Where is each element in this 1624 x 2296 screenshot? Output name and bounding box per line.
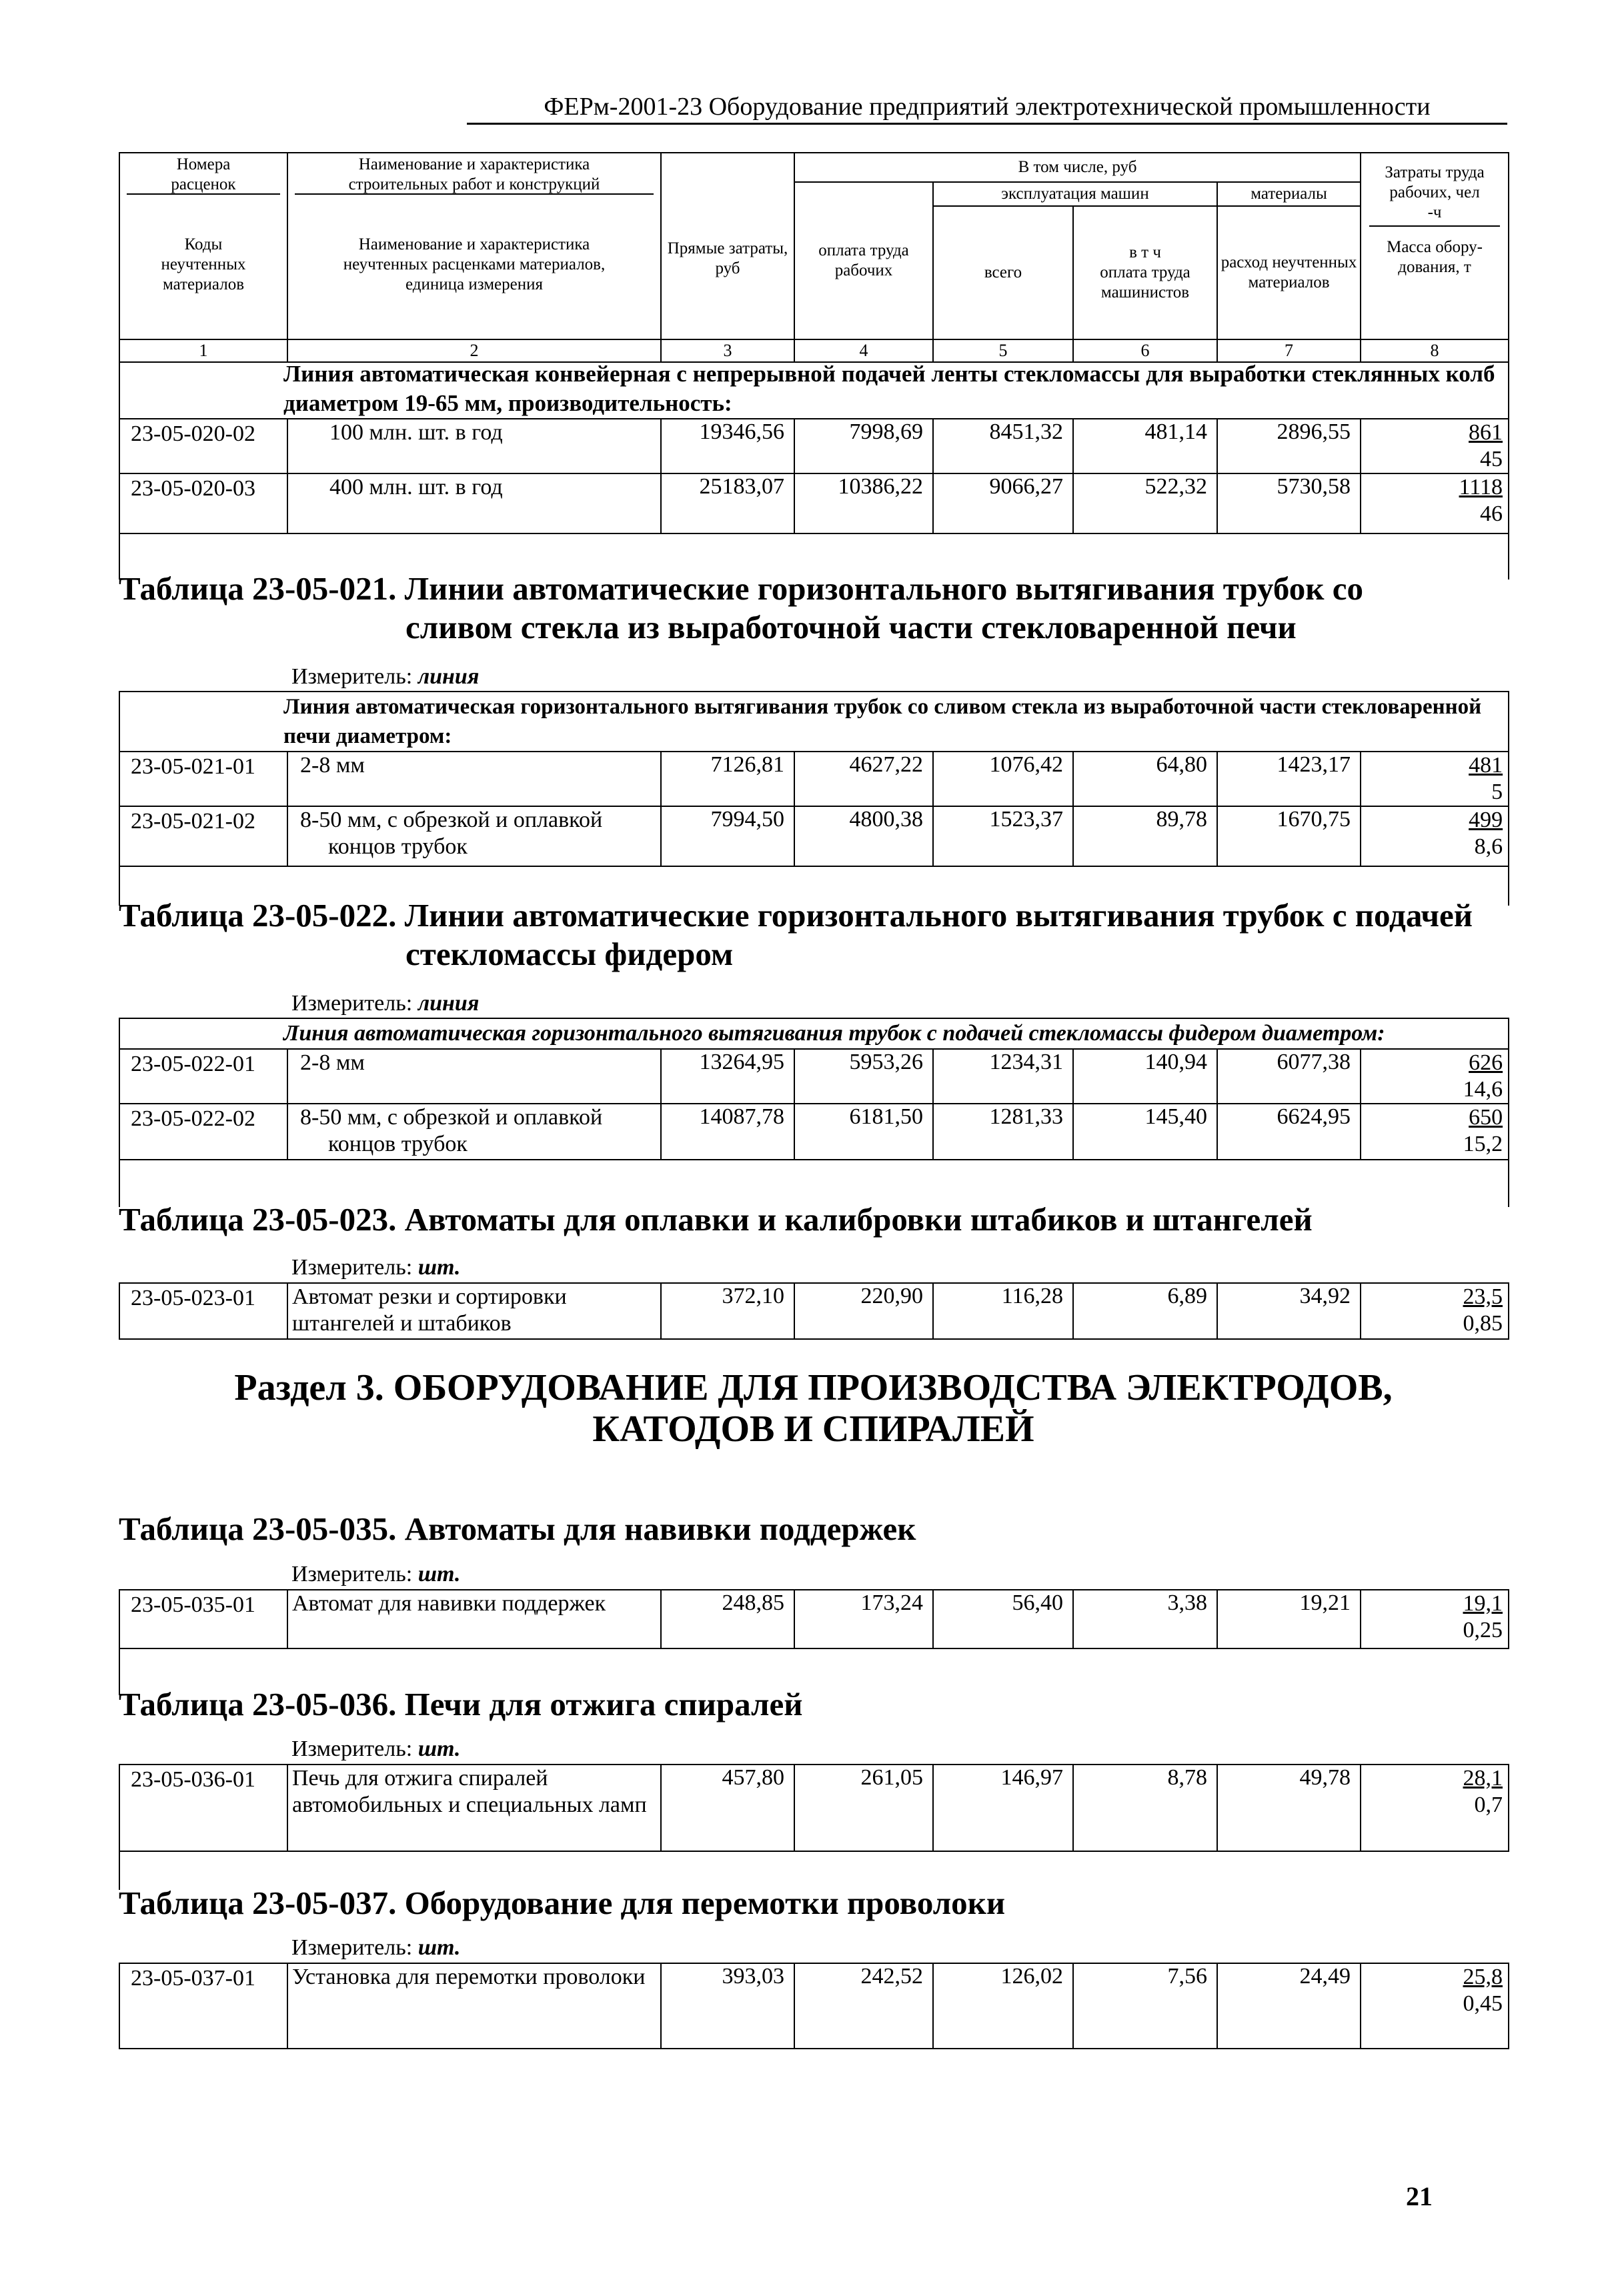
measure-label: Измеритель: (291, 1737, 413, 1761)
materials: 49,78 (1217, 1765, 1361, 1851)
machines-total: 1281,33 (933, 1104, 1073, 1160)
table-row (119, 1590, 1509, 1648)
rate-code: 23-05-036-01 (119, 1765, 287, 1851)
measure-value: шт. (418, 1935, 461, 1960)
labor-mass (1361, 1963, 1509, 2049)
header-labor-cell (1361, 153, 1509, 339)
machinist-wages: 64,80 (1073, 752, 1217, 806)
header-material-name: Наименование и характеристика неучтенных расценками материалов, единица измерения (343, 235, 606, 293)
table-020 (119, 359, 1509, 534)
table-title-037 (119, 1884, 1005, 1923)
machines-total: 1523,37 (933, 806, 1073, 866)
machinist-wages: 3,38 (1073, 1590, 1217, 1648)
row-name: Печь для отжига спиралей автомобильных и специальных ламп (287, 1765, 661, 1851)
materials: 2896,55 (1217, 419, 1361, 473)
wages: 6181,50 (794, 1104, 933, 1160)
machinist-wages: 522,32 (1073, 473, 1217, 533)
table-row (119, 1049, 1509, 1104)
equipment-mass: 8,6 (1474, 834, 1503, 859)
row-name: Автомат для навивки поддержек (287, 1590, 661, 1648)
row-name: Автомат резки и сортировки штангелей и штабиков (287, 1283, 661, 1339)
title-line-2: стекломассы фидером (405, 936, 734, 972)
machines-total: 8451,32 (933, 419, 1073, 473)
wages: 4627,22 (794, 752, 933, 806)
column-header-table (119, 152, 1509, 363)
materials: 1670,75 (1217, 806, 1361, 866)
labor-costs: 25,8 (1463, 1965, 1503, 1989)
measure-label: Измеритель: (291, 1255, 413, 1280)
header-divider (1369, 225, 1500, 227)
labor-costs: 626 (1469, 1050, 1503, 1075)
machines-total: 146,97 (933, 1765, 1073, 1851)
header-machines: эксплуатация машин (933, 182, 1217, 206)
labor-costs: 19,1 (1463, 1591, 1503, 1616)
row-name: 8-50 мм, с обрезкой и оплавкой концов трубок (287, 806, 661, 866)
header-num-7: 7 (1217, 339, 1361, 362)
measure-value: шт. (418, 1562, 461, 1586)
table-022 (119, 990, 1509, 1160)
header-mass: Масса обору-дования, т (1387, 238, 1483, 276)
direct-costs: 248,85 (661, 1590, 794, 1648)
machinist-wages: 6,89 (1073, 1283, 1217, 1339)
measure-label: Измеритель: (291, 991, 413, 1016)
table-title-035 (119, 1510, 916, 1548)
equipment-mass: 46 (1480, 501, 1503, 526)
row-name: 100 млн. шт. в год (287, 419, 661, 473)
running-header: ФЕРм-2001-23 Оборудование предприятий электротехнической промышленности (467, 92, 1507, 125)
section-line-2: КАТОДОВ И СПИРАЛЕЙ (592, 1408, 1034, 1450)
labor-mass (1361, 473, 1509, 533)
materials: 5730,58 (1217, 473, 1361, 533)
materials: 19,21 (1217, 1590, 1361, 1648)
labor-mass (1361, 1049, 1509, 1104)
header-num-4: 4 (794, 339, 933, 362)
table-row (119, 806, 1509, 866)
direct-costs: 25183,07 (661, 473, 794, 533)
table-title-036 (119, 1685, 803, 1724)
frame-right (1508, 863, 1509, 906)
wages: 5953,26 (794, 1049, 933, 1104)
header-num-1: 1 (119, 339, 287, 362)
direct-costs: 7994,50 (661, 806, 794, 866)
table-row (119, 1104, 1509, 1160)
group-heading: Линия автоматическая конвейерная с непрерывной подачей ленты стекломассы для выработки стеклянных колб диаметром 19-65 мм, производительность: (119, 359, 1509, 419)
table-row (119, 752, 1509, 806)
measure-unit (119, 990, 1509, 1018)
table-row (119, 473, 1509, 533)
wages: 220,90 (794, 1283, 933, 1339)
group-heading: Линия автоматическая горизонтального вытягивания трубок с подачей стекломассы фидером диаметром: (119, 1018, 1509, 1049)
wages: 4800,38 (794, 806, 933, 866)
group-heading: Линия автоматическая горизонтального вытягивания трубок со сливом стекла из выработочной части стекловаренной печи диаметром: (119, 692, 1509, 752)
measure-unit (119, 663, 1509, 692)
direct-costs: 393,03 (661, 1963, 794, 2049)
header-names-cell (287, 153, 661, 339)
row-name: 2-8 мм (287, 752, 661, 806)
equipment-mass: 0,25 (1463, 1618, 1503, 1642)
labor-mass (1361, 1590, 1509, 1648)
direct-costs: 7126,81 (661, 752, 794, 806)
table-title-022 (119, 896, 1473, 974)
row-name: Установка для перемотки проволоки (287, 1963, 661, 2049)
rate-code: 23-05-021-02 (119, 806, 287, 866)
materials: 34,92 (1217, 1283, 1361, 1339)
rate-code: 23-05-022-01 (119, 1049, 287, 1104)
title-line-1: Таблица 23-05-021. Линии автоматические горизонтального вытягивания трубок со (119, 570, 1363, 607)
title-line-1: Таблица 23-05-037. Оборудование для перемотки проволоки (119, 1885, 1006, 1921)
wages: 173,24 (794, 1590, 933, 1648)
machines-total: 9066,27 (933, 473, 1073, 533)
row-name: 2-8 мм (287, 1049, 661, 1104)
section-line-1: Раздел 3. ОБОРУДОВАНИЕ ДЛЯ ПРОИЗВОДСТВА ЭЛЕКТРОДОВ, (234, 1367, 1393, 1408)
labor-costs: 481 (1469, 753, 1503, 778)
wages: 242,52 (794, 1963, 933, 2049)
table-035 (119, 1560, 1509, 1649)
equipment-mass: 5 (1491, 780, 1503, 804)
machinist-wages: 140,94 (1073, 1049, 1217, 1104)
wages: 261,05 (794, 1765, 933, 1851)
direct-costs: 19346,56 (661, 419, 794, 473)
measure-label: Измеритель: (291, 664, 413, 689)
machines-total: 56,40 (933, 1590, 1073, 1648)
labor-mass (1361, 419, 1509, 473)
machines-total: 126,02 (933, 1963, 1073, 2049)
table-row (119, 1963, 1509, 2049)
rate-code: 23-05-022-02 (119, 1104, 287, 1160)
labor-costs: 1118 (1459, 475, 1503, 499)
machines-total: 1076,42 (933, 752, 1073, 806)
direct-costs: 13264,95 (661, 1049, 794, 1104)
section-title (119, 1367, 1508, 1450)
rate-code: 23-05-020-02 (119, 419, 287, 473)
table-row (119, 1283, 1509, 1339)
labor-costs: 861 (1469, 420, 1503, 445)
materials: 6077,38 (1217, 1049, 1361, 1104)
title-line-2: сливом стекла из выработочной части стекловаренной печи (405, 609, 1297, 646)
title-line-1: Таблица 23-05-035. Автоматы для навивки поддержек (119, 1510, 916, 1547)
labor-mass (1361, 1104, 1509, 1160)
labor-mass (1361, 1283, 1509, 1339)
frame-left (119, 1154, 120, 1207)
rate-code: 23-05-037-01 (119, 1963, 287, 2049)
row-name: 8-50 мм, с обрезкой и оплавкой концов трубок (287, 1104, 661, 1160)
row-name: 400 млн. шт. в год (287, 473, 661, 533)
table-title-023 (119, 1200, 1313, 1239)
header-incl-abbr: в т ч (1129, 243, 1161, 261)
title-line-1: Таблица 23-05-023. Автоматы для оплавки и калибровки штабиков и штангелей (119, 1201, 1313, 1238)
equipment-mass: 0,7 (1474, 1793, 1503, 1817)
header-materials: материалы (1217, 182, 1361, 206)
wages: 10386,22 (794, 473, 933, 533)
materials: 1423,17 (1217, 752, 1361, 806)
header-unaccounted-materials: расход неучтенных материалов (1217, 206, 1361, 339)
equipment-mass: 0,45 (1463, 1991, 1503, 2016)
title-line-1: Таблица 23-05-022. Линии автоматические горизонтального вытягивания трубок с подачей (119, 897, 1473, 934)
header-num-5: 5 (933, 339, 1073, 362)
measure-value: линия (418, 991, 480, 1016)
header-including: В том числе, руб (794, 153, 1361, 182)
machinist-wages: 145,40 (1073, 1104, 1217, 1160)
header-labor: Затраты труда рабочих, чел -ч (1385, 163, 1485, 221)
frame-right (1508, 1154, 1509, 1207)
machinist-wages: 89,78 (1073, 806, 1217, 866)
machinist-wages: 8,78 (1073, 1765, 1217, 1851)
header-work-name: Наименование и характеристика строительных работ и конструкций (348, 155, 600, 193)
equipment-mass: 0,85 (1463, 1311, 1503, 1336)
table-row (119, 1765, 1509, 1851)
labor-mass (1361, 806, 1509, 866)
labor-costs: 650 (1469, 1105, 1503, 1130)
header-rate-numbers: Номера расценок (171, 155, 236, 193)
header-machines-total: всего (933, 206, 1073, 339)
materials: 6624,95 (1217, 1104, 1361, 1160)
labor-mass (1361, 752, 1509, 806)
measure-label: Измеритель: (291, 1935, 413, 1960)
header-material-codes: Коды неучтенных материалов (161, 235, 246, 293)
labor-costs: 499 (1469, 808, 1503, 832)
direct-costs: 457,80 (661, 1765, 794, 1851)
machinist-wages: 7,56 (1073, 1963, 1217, 2049)
header-codes-cell (119, 153, 287, 339)
direct-costs: 14087,78 (661, 1104, 794, 1160)
rate-code: 23-05-021-01 (119, 752, 287, 806)
measure-value: шт. (418, 1737, 461, 1761)
table-021 (119, 663, 1509, 867)
table-037 (119, 1934, 1509, 2049)
frame-right (1508, 531, 1509, 580)
machines-total: 116,28 (933, 1283, 1073, 1339)
header-wages: оплата труда рабочих (794, 182, 933, 339)
table-title-021 (119, 569, 1363, 647)
header-num-3: 3 (661, 339, 794, 362)
equipment-mass: 15,2 (1463, 1132, 1503, 1156)
measure-unit (119, 1254, 1509, 1283)
header-direct-costs: Прямые затраты, руб (661, 153, 794, 339)
materials: 24,49 (1217, 1963, 1361, 2049)
equipment-mass: 14,6 (1463, 1077, 1503, 1102)
header-num-2: 2 (287, 339, 661, 362)
wages: 7998,69 (794, 419, 933, 473)
labor-costs: 23,5 (1463, 1284, 1503, 1309)
rate-code: 23-05-023-01 (119, 1283, 287, 1339)
measure-value: линия (418, 664, 480, 689)
header-num-8: 8 (1361, 339, 1509, 362)
equipment-mass: 45 (1480, 447, 1503, 471)
rate-code: 23-05-020-03 (119, 473, 287, 533)
direct-costs: 372,10 (661, 1283, 794, 1339)
rate-code: 23-05-035-01 (119, 1590, 287, 1648)
measure-value: шт. (418, 1255, 461, 1280)
page-number: 21 (1406, 2181, 1433, 2211)
measure-label: Измеритель: (291, 1562, 413, 1586)
table-row (119, 419, 1509, 473)
labor-mass (1361, 1765, 1509, 1851)
labor-costs: 28,1 (1463, 1766, 1503, 1791)
measure-unit (119, 1735, 1509, 1765)
table-023 (119, 1254, 1509, 1340)
header-machinist-wages: оплата труда машинистов (1100, 263, 1190, 301)
header-machinist-wages-cell (1073, 206, 1217, 339)
machinist-wages: 481,14 (1073, 419, 1217, 473)
machines-total: 1234,31 (933, 1049, 1073, 1104)
measure-unit (119, 1934, 1509, 1963)
measure-unit (119, 1560, 1509, 1590)
table-036 (119, 1735, 1509, 1852)
title-line-1: Таблица 23-05-036. Печи для отжига спиралей (119, 1686, 803, 1723)
header-num-6: 6 (1073, 339, 1217, 362)
